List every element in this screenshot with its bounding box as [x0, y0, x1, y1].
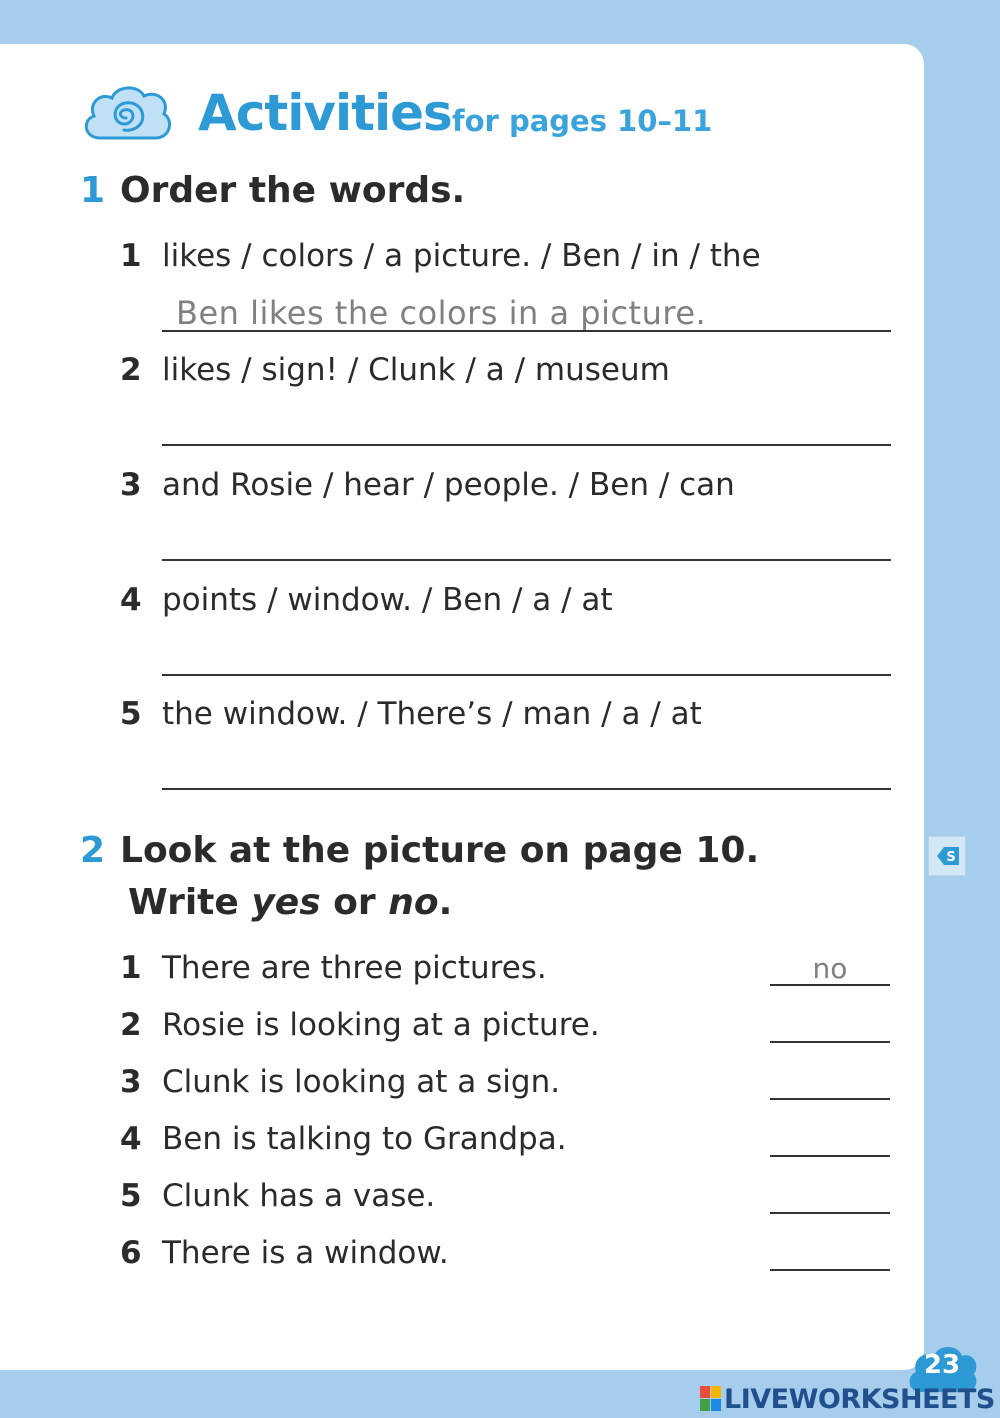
- section1-title: Order the words.: [120, 170, 466, 211]
- page-title: Activities: [198, 84, 452, 142]
- section2-item-num: 3: [120, 1064, 142, 1100]
- s-tab-icon: [933, 843, 961, 869]
- section1-answer-line[interactable]: [162, 330, 891, 332]
- section1-number: 1: [80, 170, 106, 211]
- section1-item-prompt: points / window. / Ben / a / at: [162, 582, 613, 618]
- section2-answer-line[interactable]: [770, 1155, 890, 1157]
- section2-number: 2: [80, 830, 106, 871]
- section2-item-num: 2: [120, 1007, 142, 1043]
- section2-item-statement: Rosie is looking at a picture.: [162, 1007, 600, 1043]
- section2-item-answer[interactable]: no: [812, 952, 848, 985]
- section1-answer-line[interactable]: [162, 788, 891, 790]
- section2-answer-line[interactable]: [770, 1098, 890, 1100]
- section2-item-num: 5: [120, 1178, 142, 1214]
- section2-answer-line[interactable]: [770, 984, 890, 986]
- watermark-text: LIVEWORKSHEETS: [724, 1384, 995, 1415]
- section1-item-answer[interactable]: Ben likes the colors in a picture.: [176, 294, 707, 332]
- side-tab[interactable]: [928, 836, 966, 876]
- section2-item-statement: Clunk has a vase.: [162, 1178, 436, 1214]
- section1-item-num: 1: [120, 238, 142, 274]
- page-number: 23: [923, 1350, 961, 1380]
- section1-item-prompt: the window. / There’s / man / a / at: [162, 696, 702, 732]
- section2-item-statement: There is a window.: [162, 1235, 449, 1271]
- section1-answer-line[interactable]: [162, 674, 891, 676]
- section1-item-num: 5: [120, 696, 142, 732]
- section1-answer-line[interactable]: [162, 559, 891, 561]
- section1-answer-line[interactable]: [162, 444, 891, 446]
- section1-item-prompt: and Rosie / hear / people. / Ben / can: [162, 467, 735, 503]
- section2-instruction: Write yes or no.: [128, 882, 453, 923]
- section1-item-num: 3: [120, 467, 142, 503]
- section2-item-num: 4: [120, 1121, 142, 1157]
- page-subtitle: for pages 10–11: [452, 104, 713, 138]
- section2-answer-line[interactable]: [770, 1041, 890, 1043]
- section1-item-num: 4: [120, 582, 142, 618]
- liveworksheets-watermark[interactable]: [700, 1384, 1000, 1414]
- section2-title: Look at the picture on page 10.: [120, 830, 760, 871]
- section1-item-prompt: likes / sign! / Clunk / a / museum: [162, 352, 670, 388]
- section2-answer-line[interactable]: [770, 1269, 890, 1271]
- section2-item-statement: Clunk is looking at a sign.: [162, 1064, 561, 1100]
- svg-text:S: S: [946, 850, 956, 865]
- liveworksheets-logo-icon: [700, 1386, 722, 1412]
- section2-item-statement: Ben is talking to Grandpa.: [162, 1121, 567, 1157]
- section1-item-num: 2: [120, 352, 142, 388]
- cloud-swirl-icon: [80, 80, 174, 150]
- section2-item-num: 6: [120, 1235, 142, 1271]
- section2-answer-line[interactable]: [770, 1212, 890, 1214]
- section2-item-statement: There are three pictures.: [162, 950, 547, 986]
- section2-item-num: 1: [120, 950, 142, 986]
- section1-item-prompt: likes / colors / a picture. / Ben / in / the: [162, 238, 761, 274]
- activities-header: [80, 80, 780, 150]
